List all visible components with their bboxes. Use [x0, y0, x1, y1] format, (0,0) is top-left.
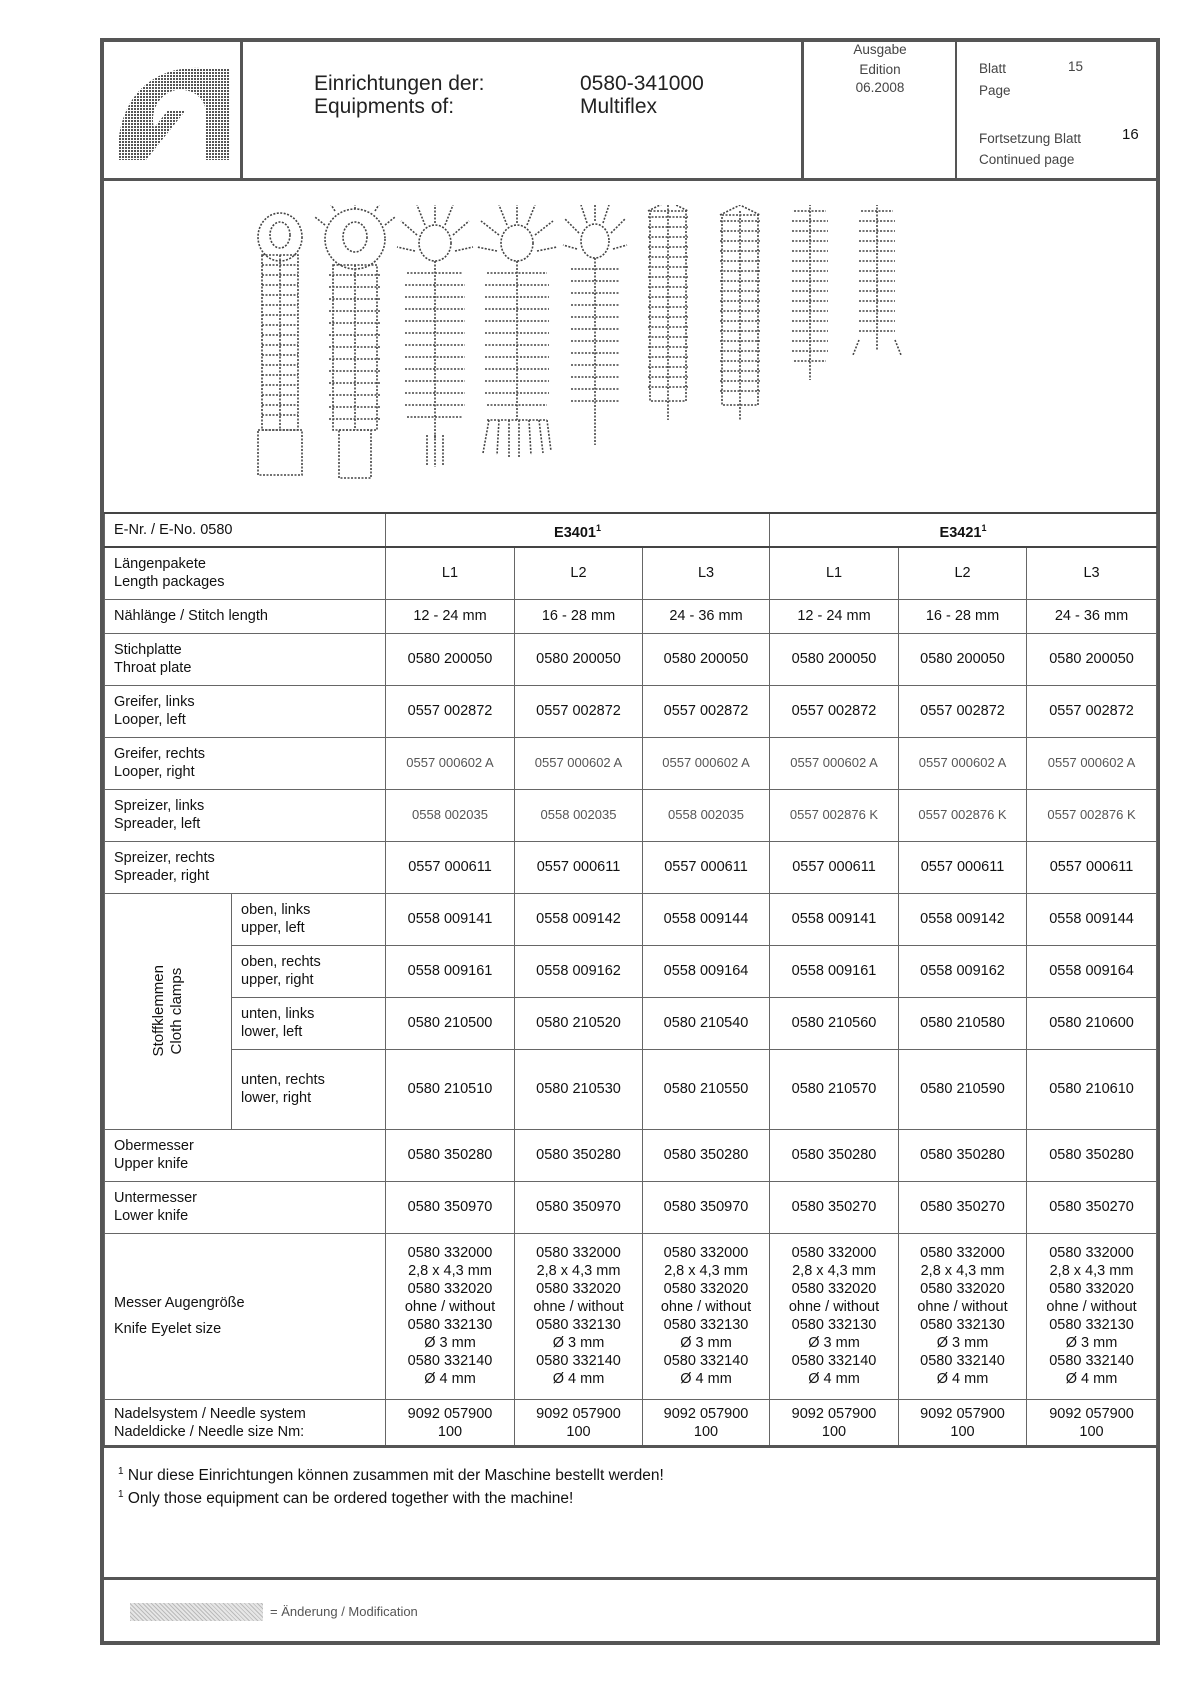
- continued-label-de: Fortsetzung Blatt: [979, 131, 1082, 146]
- buttonhole-patterns-illustration: [240, 205, 940, 495]
- table-cell: 0580 350270: [1027, 1181, 1157, 1233]
- eyelet-option-line: 0580 332000: [407, 1245, 493, 1261]
- table-cell: 0557 000602 A: [386, 737, 515, 789]
- table-cell: 0580 350270: [899, 1181, 1027, 1233]
- table-row: [105, 1129, 1157, 1181]
- row-label-en: Knife Eyelet size: [114, 1321, 222, 1337]
- table-cell: 24 - 36 mm: [643, 599, 770, 633]
- enr-label: E-Nr. / E-No. 0580: [105, 513, 386, 547]
- table-cell: 24 - 36 mm: [1027, 599, 1157, 633]
- footnote-en: $^1$ Only those equipment can be ordered together with the machine!: [118, 1489, 574, 1508]
- eyelet-option-line: 2,8 x 4,3 mm: [1049, 1263, 1134, 1279]
- eyelet-option-line: 0580 332000: [663, 1245, 749, 1261]
- sheet-number: 15: [1068, 59, 1084, 74]
- eyelet-option-line: ohne / without: [788, 1299, 880, 1315]
- buttonhole-pattern-2: [315, 205, 395, 478]
- table-row: [105, 841, 1157, 893]
- row-label: Nählänge / Stitch length: [105, 599, 386, 633]
- table-cell: 0580 210580: [899, 997, 1027, 1049]
- eyelet-option-line: ohne / without: [660, 1299, 752, 1315]
- table-cell: 0557 000611: [1027, 841, 1157, 893]
- row-label-en: Throat plate: [114, 660, 192, 676]
- eyelet-option-line: 0580 332000: [920, 1245, 1005, 1261]
- table-cell: 0557 000602 A: [643, 737, 770, 789]
- eyelet-option-line: 0580 332140: [1049, 1353, 1134, 1369]
- eyelet-option-line: 0580 332130: [407, 1317, 493, 1333]
- eyelet-option-line: ohne / without: [917, 1299, 1008, 1315]
- table-cell: 0580 200050: [1027, 633, 1157, 685]
- table-cell: 0557 000611: [770, 841, 899, 893]
- eyelet-option-line: Ø 4 mm: [680, 1371, 732, 1387]
- eyelet-option-line: 0580 332020: [1049, 1281, 1134, 1297]
- buttonhole-pattern-5: [563, 205, 627, 445]
- table-cell: 0580 210560: [770, 997, 899, 1049]
- table-row: [105, 945, 1157, 997]
- header-divider: [955, 38, 957, 179]
- edition-date: 06.2008: [855, 80, 905, 95]
- eyelet-option-line: 2,8 x 4,3 mm: [536, 1263, 621, 1279]
- row-label-de: oben, rechts: [241, 954, 321, 970]
- table-cell: 0557 000611: [515, 841, 643, 893]
- modification-swatch: [130, 1603, 263, 1621]
- eyelet-option-line: Ø 3 mm: [424, 1335, 476, 1351]
- eyelet-option-line: Ø 3 mm: [680, 1335, 732, 1351]
- eyelet-option-line: 0580 332020: [536, 1281, 621, 1297]
- table-cell: 0580 350280: [899, 1129, 1027, 1181]
- table-cell: 0580 210590: [899, 1049, 1027, 1129]
- eyelet-options-cell: [899, 1233, 1027, 1399]
- eyelet-option-line: 2,8 x 4,3 mm: [792, 1263, 876, 1279]
- buttonhole-pattern-7: [720, 205, 760, 420]
- table-cell: 0557 002876 K: [1027, 789, 1157, 841]
- row-label-de: Untermesser: [114, 1190, 197, 1206]
- table-cell: 0580 210530: [515, 1049, 643, 1129]
- needle-cell: 9092 057900 100: [1027, 1399, 1157, 1447]
- table-row: [105, 1049, 1157, 1129]
- eyelet-option-line: 0580 332000: [791, 1245, 877, 1261]
- table-cell: L2: [515, 547, 643, 599]
- table-cell: 0558 009164: [1027, 945, 1157, 997]
- row-label-de: Längenpakete: [114, 556, 206, 573]
- legend-rule: [100, 1577, 1160, 1580]
- table-row: [105, 599, 1157, 633]
- table-cell: 0580 210600: [1027, 997, 1157, 1049]
- eyelet-option-line: Ø 3 mm: [1065, 1335, 1118, 1351]
- header-bottom-rule: [100, 178, 1160, 181]
- table-row: [105, 1399, 1157, 1447]
- row-label-en: Lower knife: [114, 1208, 189, 1224]
- company-logo-icon: [110, 60, 235, 165]
- eyelet-options-cell: [386, 1233, 515, 1399]
- row-label-de: Obermesser: [114, 1138, 194, 1154]
- table-cell: 0558 009142: [515, 893, 643, 945]
- eyelet-option-line: 0580 332140: [920, 1353, 1005, 1369]
- row-label-en: Looper, left: [114, 712, 186, 728]
- table-cell: L2: [899, 547, 1027, 599]
- eyelet-option-line: ohne / without: [533, 1299, 624, 1315]
- table-cell: 0557 000602 A: [515, 737, 643, 789]
- table-cell: 0557 000611: [386, 841, 515, 893]
- row-label-de: oben, links: [241, 902, 311, 918]
- table-row: [105, 789, 1157, 841]
- table-cell: 0557 002872: [770, 685, 899, 737]
- table-cell: L1: [770, 547, 899, 599]
- row-label-en: lower, left: [241, 1024, 303, 1040]
- table-bottom-rule: [100, 1445, 1160, 1448]
- row-label-en: Spreader, right: [114, 868, 210, 884]
- table-cell: 0557 002872: [1027, 685, 1157, 737]
- table-cell: 0580 350970: [386, 1181, 515, 1233]
- table-cell: 0558 009162: [899, 945, 1027, 997]
- table-cell: 0580 200050: [386, 633, 515, 685]
- table-cell: 0580 200050: [899, 633, 1027, 685]
- footnote-de: $^1$ Nur diese Einrichtungen können zusammen mit der Maschine bestellt werden!: [118, 1466, 664, 1485]
- row-label-de: Spreizer, links: [114, 798, 205, 814]
- sheet-label-en: Page: [979, 83, 1011, 98]
- eyelet-option-line: 0580 332140: [536, 1353, 621, 1369]
- eyelet-option-line: Ø 3 mm: [808, 1335, 860, 1351]
- table-cell: 0557 000602 A: [899, 737, 1027, 789]
- eyelet-options-cell: [1027, 1233, 1157, 1399]
- eyelet-option-line: 0580 332130: [536, 1317, 621, 1333]
- row-label-en: Upper knife: [114, 1156, 189, 1172]
- row-label-de: Stichplatte: [114, 642, 182, 658]
- eyelet-option-line: 2,8 x 4,3 mm: [408, 1263, 492, 1279]
- continued-number: 16: [1122, 126, 1139, 143]
- table-cell: 0557 002876 K: [770, 789, 899, 841]
- eyelet-option-line: 0580 332130: [920, 1317, 1005, 1333]
- table-cell: 0580 350280: [386, 1129, 515, 1181]
- table-cell: 0558 002035: [643, 789, 770, 841]
- row-label-de: Messer Augengröße: [114, 1295, 245, 1311]
- table-cell: 0557 002872: [643, 685, 770, 737]
- table-cell: 0558 009144: [643, 893, 770, 945]
- table-row: [105, 1181, 1157, 1233]
- table-cell: 12 - 24 mm: [386, 599, 515, 633]
- eyelet-option-line: 0580 332140: [663, 1353, 749, 1369]
- table-cell: 0580 350270: [770, 1181, 899, 1233]
- eyelet-option-line: 0580 332130: [791, 1317, 877, 1333]
- table-cell: 0557 002872: [515, 685, 643, 737]
- table-header-row: [105, 513, 1157, 547]
- table-cell: 0557 000602 A: [1027, 737, 1157, 789]
- row-label-de: unten, rechts: [241, 1072, 325, 1088]
- table-cell: 0557 000611: [899, 841, 1027, 893]
- table-cell: 0558 009161: [770, 945, 899, 997]
- group-e3421: E3421$^1$: [770, 513, 1157, 547]
- continued-label-en: Continued page: [979, 152, 1075, 167]
- table-cell: 0580 350280: [770, 1129, 899, 1181]
- table-cell: 0558 009141: [770, 893, 899, 945]
- eyelet-option-line: Ø 4 mm: [936, 1371, 989, 1387]
- row-label-en: lower, right: [241, 1090, 312, 1106]
- row-label-en: upper, left: [241, 920, 305, 936]
- table-cell: 0558 002035: [515, 789, 643, 841]
- table-row: [105, 997, 1157, 1049]
- row-label-de: Nadelsystem / Needle system: [114, 1406, 306, 1422]
- machine-number: 0580-341000: [580, 72, 704, 95]
- row-label-en: Looper, right: [114, 764, 195, 780]
- eyelet-options-cell: [515, 1233, 643, 1399]
- eyelet-option-line: Ø 4 mm: [1065, 1371, 1118, 1387]
- table-cell: 0557 000602 A: [770, 737, 899, 789]
- eyelet-option-line: 0580 332020: [663, 1281, 749, 1297]
- eyelet-option-line: Ø 3 mm: [552, 1335, 605, 1351]
- table-row: [105, 737, 1157, 789]
- table-cell: 0557 002872: [899, 685, 1027, 737]
- table-cell: 0557 002876 K: [899, 789, 1027, 841]
- eyelet-option-line: 2,8 x 4,3 mm: [920, 1263, 1005, 1279]
- table-cell: 0580 350970: [643, 1181, 770, 1233]
- table-cell: 0580 210500: [386, 997, 515, 1049]
- table-cell: 0580 210540: [643, 997, 770, 1049]
- equipment-table: [104, 512, 1157, 1448]
- row-label-de: Greifer, links: [114, 694, 195, 710]
- table-cell: 0558 009161: [386, 945, 515, 997]
- table-cell: 0558 009141: [386, 893, 515, 945]
- table-cell: L1: [386, 547, 515, 599]
- eyelet-option-line: 0580 332020: [407, 1281, 493, 1297]
- modification-legend: = Änderung / Modification: [270, 1604, 418, 1619]
- table-cell: L3: [1027, 547, 1157, 599]
- table-cell: 0557 002872: [386, 685, 515, 737]
- table-cell: 0558 009164: [643, 945, 770, 997]
- eyelet-option-line: Ø 4 mm: [424, 1371, 476, 1387]
- buttonhole-pattern-6: [648, 205, 688, 420]
- eyelet-option-line: ohne / without: [1046, 1299, 1137, 1315]
- table-cell: L3: [643, 547, 770, 599]
- table-cell: 0580 350970: [515, 1181, 643, 1233]
- table-cell: 0580 210570: [770, 1049, 899, 1129]
- table-row: [105, 547, 1157, 599]
- eyelet-option-line: ohne / without: [404, 1299, 496, 1315]
- row-label-de: unten, links: [241, 1006, 315, 1022]
- table-cell: 0580 350280: [515, 1129, 643, 1181]
- edition-label-en: Edition: [859, 62, 901, 77]
- eyelet-option-line: 0580 332000: [1049, 1245, 1134, 1261]
- group-e3401: E3401$^1$: [386, 513, 770, 547]
- table-cell: 0580 210550: [643, 1049, 770, 1129]
- table-row: [105, 685, 1157, 737]
- table-cell: 0580 210610: [1027, 1049, 1157, 1129]
- row-label-en: Spreader, left: [114, 816, 201, 832]
- eyelet-option-line: Ø 3 mm: [936, 1335, 989, 1351]
- table-cell: 0558 002035: [386, 789, 515, 841]
- header-label-en: Equipments of:: [314, 95, 455, 118]
- table-cell: 0558 009144: [1027, 893, 1157, 945]
- machine-name: Multiflex: [580, 95, 658, 118]
- needle-cell: 9092 057900 100: [899, 1399, 1027, 1447]
- eyelet-option-line: 0580 332130: [1049, 1317, 1134, 1333]
- eyelet-option-line: 2,8 x 4,3 mm: [664, 1263, 748, 1279]
- needle-cell: 9092 057900 100: [643, 1399, 770, 1447]
- row-label-en: Nadeldicke / Needle size Nm:: [114, 1424, 305, 1440]
- eyelet-options-cell: [770, 1233, 899, 1399]
- table-cell: 0580 350280: [1027, 1129, 1157, 1181]
- row-label-en: upper, right: [241, 972, 314, 988]
- table-cell: 0580 200050: [515, 633, 643, 685]
- table-cell: 0558 009142: [899, 893, 1027, 945]
- table-cell: 0558 009162: [515, 945, 643, 997]
- eyelet-option-line: Ø 4 mm: [808, 1371, 860, 1387]
- buttonhole-pattern-4: [477, 205, 557, 457]
- row-label-en: Length packages: [114, 574, 225, 591]
- sheet-label-de: Blatt: [979, 61, 1007, 76]
- eyelet-option-line: 0580 332020: [791, 1281, 877, 1297]
- edition-label-de: Ausgabe: [853, 42, 907, 57]
- table-row: [105, 1233, 1157, 1399]
- buttonhole-pattern-1: [258, 213, 302, 475]
- header-label-de: Einrichtungen der:: [314, 72, 485, 95]
- eyelet-option-line: 0580 332020: [920, 1281, 1005, 1297]
- eyelet-option-line: 0580 332000: [536, 1245, 621, 1261]
- table-cell: 16 - 28 mm: [515, 599, 643, 633]
- table-cell: 0580 200050: [770, 633, 899, 685]
- eyelet-option-line: 0580 332130: [663, 1317, 749, 1333]
- table-row: [105, 633, 1157, 685]
- row-label-de: Spreizer, rechts: [114, 850, 215, 866]
- needle-cell: 9092 057900 100: [515, 1399, 643, 1447]
- needle-cell: 9092 057900 100: [386, 1399, 515, 1447]
- table-row: [105, 893, 1157, 945]
- eyelet-option-line: 0580 332140: [791, 1353, 877, 1369]
- eyelet-option-line: 0580 332140: [407, 1353, 493, 1369]
- table-cell: 0580 210510: [386, 1049, 515, 1129]
- cloth-clamps-group-label: Stoffklemmen Cloth clamps: [105, 893, 232, 1129]
- table-cell: 0580 350280: [643, 1129, 770, 1181]
- eyelet-option-line: Ø 4 mm: [552, 1371, 605, 1387]
- needle-cell: 9092 057900 100: [770, 1399, 899, 1447]
- table-cell: 12 - 24 mm: [770, 599, 899, 633]
- buttonhole-pattern-9: [853, 205, 901, 355]
- buttonhole-pattern-3: [397, 205, 473, 467]
- table-cell: 0580 210520: [515, 997, 643, 1049]
- eyelet-options-cell: [643, 1233, 770, 1399]
- header-divider: [801, 38, 804, 179]
- row-label-de: Greifer, rechts: [114, 746, 206, 762]
- table-cell: 16 - 28 mm: [899, 599, 1027, 633]
- header-divider: [240, 38, 243, 179]
- table-cell: 0580 200050: [643, 633, 770, 685]
- buttonhole-pattern-8: [792, 205, 828, 380]
- table-cell: 0557 000611: [643, 841, 770, 893]
